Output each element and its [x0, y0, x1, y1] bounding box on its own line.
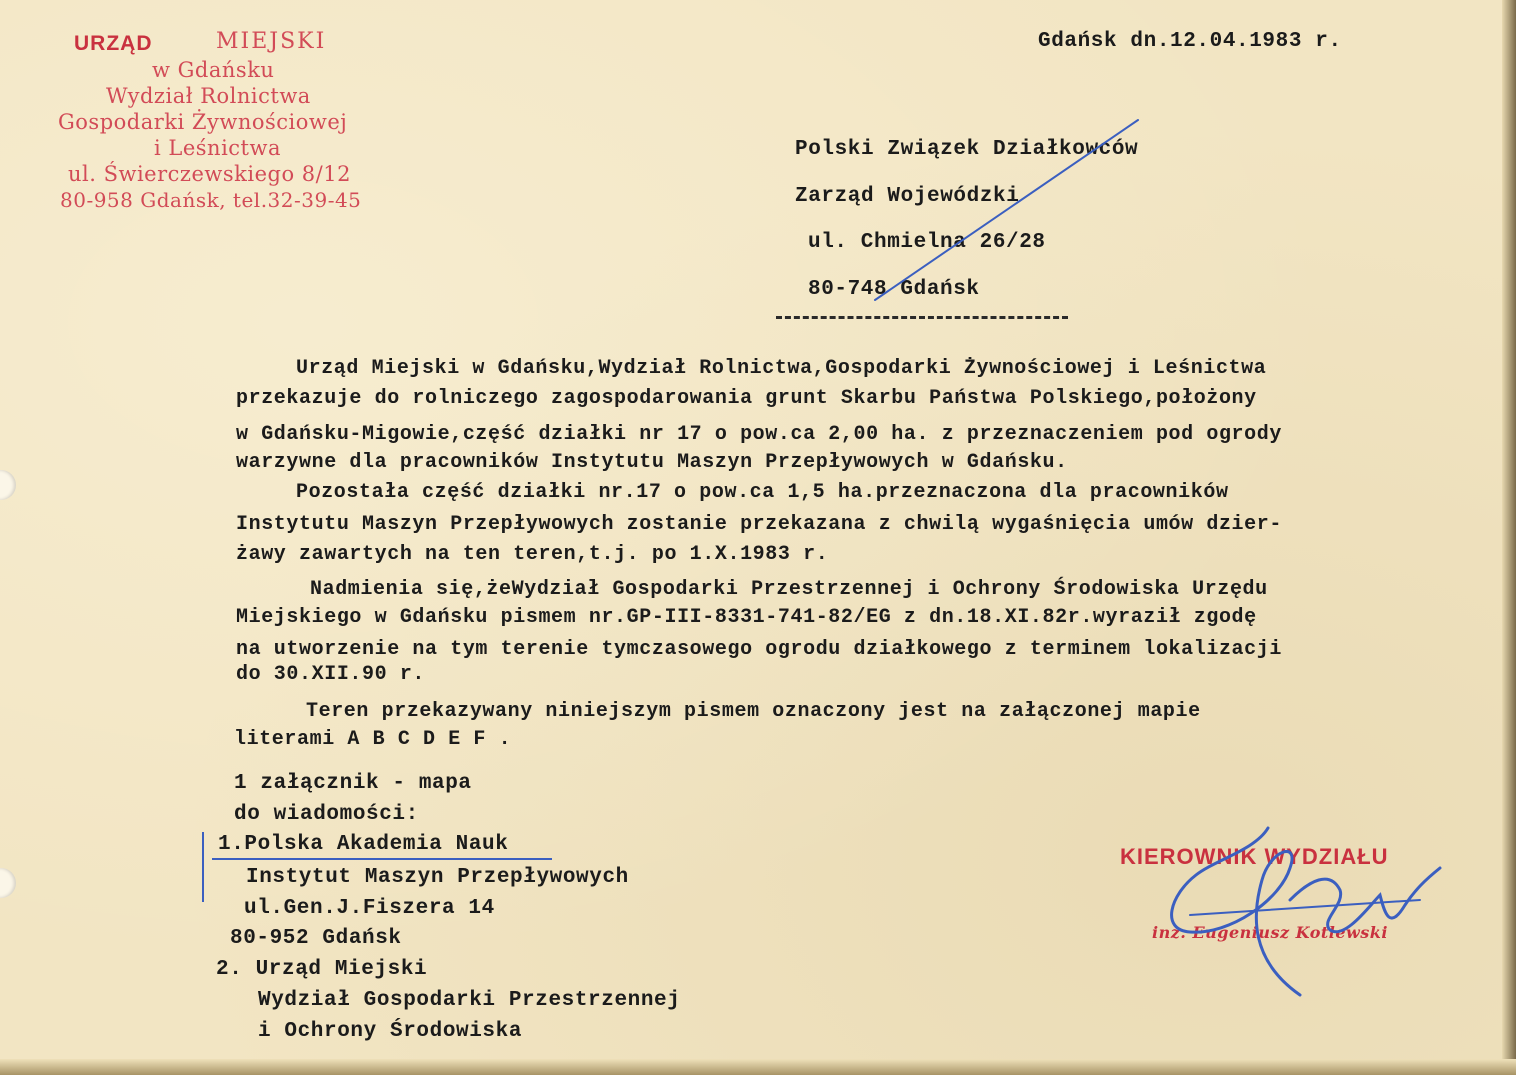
cc-recipient-1-line-1: 1.Polska Akademia Nauk: [218, 833, 509, 856]
body-p2-line-1: Pozostała część działki nr.17 o pow.ca 1,5 ha.przeznaczona dla pracowników: [296, 481, 1229, 504]
cc-recipient-2-line-2: Wydział Gospodarki Przestrzennej: [258, 989, 681, 1012]
stamp-line-7: 80-958 Gdańsk, tel.32-39-45: [60, 188, 362, 212]
cc-recipient-1-line-4: 80-952 Gdańsk: [230, 927, 402, 950]
body-p3-line-1: Nadmienia się,żeWydział Gospodarki Przestrzennej i Ochrony Środowiska Urzędu: [310, 578, 1268, 601]
body-p1-line-2: przekazuje do rolniczego zagospodarowania grunt Skarbu Państwa Polskiego,położony: [236, 387, 1257, 410]
cc-recipient-1-line-3: ul.Gen.J.Fiszera 14: [244, 897, 495, 920]
body-p3-line-3: na utworzenie na tym terenie tymczasowego ogrodu działkowego z terminem lokalizacji: [236, 638, 1282, 661]
body-p4-line-2: literami A B C D E F .: [234, 728, 512, 751]
recipient-line-2: Zarząd Wojewódzki: [795, 185, 1020, 208]
cc-recipient-1-line-2: Instytut Maszyn Przepływowych: [246, 866, 629, 889]
cc-recipient-2-line-3: i Ochrony Środowiska: [258, 1020, 523, 1043]
body-p4-line-1: Teren przekazywany niniejszym pismem oznaczony jest na załączonej mapie: [306, 700, 1201, 723]
cc-recipient-2-line-1: 2. Urząd Miejski: [216, 958, 428, 981]
body-p2-line-3: żawy zawartych na ten teren,t.j. po 1.X.1983 r.: [236, 543, 829, 566]
stamp-line-3: Wydział Rolnictwa: [106, 84, 311, 108]
body-p2-line-2: Instytutu Maszyn Przepływowych zostanie przekazana z chwilą wygaśnięcia umów dzier-: [236, 513, 1282, 536]
stamp-line-6: ul. Świerczewskiego 8/12: [68, 162, 351, 186]
body-p3-line-4: do 30.XII.90 r.: [236, 663, 426, 686]
signature-name-stamp: inż. Eugeniusz Kotlewski: [1152, 923, 1388, 942]
stamp-line-2: w Gdańsku: [152, 58, 275, 82]
cc-heading: do wiadomości:: [234, 803, 419, 826]
body-p3-line-2: Miejskiego w Gdańsku pismem nr.GP-III-8331-741-82/EG z dn.18.XI.82r.wyraził zgodę: [236, 606, 1257, 629]
letter-date: Gdańsk dn.12.04.1983 r.: [1038, 30, 1342, 53]
stamp-line-1-rest: MIEJSKI: [216, 29, 327, 54]
stamp-line-5: i Leśnictwa: [154, 136, 281, 160]
body-p1-line-4: warzywne dla pracowników Instytutu Maszyn Przepływowych w Gdańsku.: [236, 451, 1068, 474]
recipient-line-1: Polski Związek Działkowców: [795, 138, 1139, 161]
attachment-line: 1 załącznik - mapa: [234, 772, 472, 795]
stamp-line-4: Gospodarki Żywnościowej: [58, 110, 348, 134]
stamp-line-1-bold: URZĄD: [74, 32, 153, 55]
body-p1-line-3: w Gdańsku-Migowie,część działki nr 17 o pow.ca 2,00 ha. z przeznaczeniem pod ogrody: [236, 423, 1282, 446]
signature-title-stamp: KIEROWNIK WYDZIAŁU: [1120, 844, 1389, 869]
body-p1-line-1: Urząd Miejski w Gdańsku,Wydział Rolnictwa,Gospodarki Żywnościowej i Leśnictwa: [296, 357, 1267, 380]
recipient-line-3: ul. Chmielna 26/28: [808, 231, 1046, 254]
recipient-line-4: 80-748 Gdańsk: [808, 278, 980, 301]
